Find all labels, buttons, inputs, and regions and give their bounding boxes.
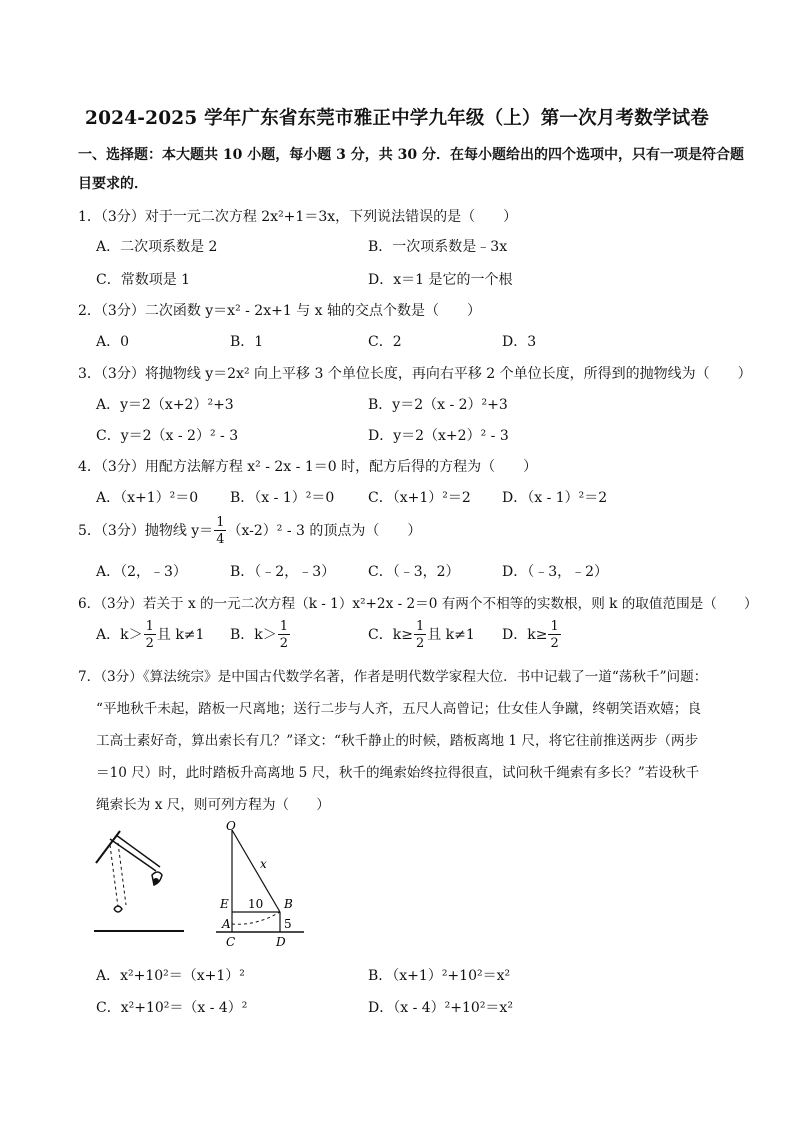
- question-5-stem-pre: 5．（3分）抛物线 y＝: [78, 523, 214, 539]
- question-1-stem: 1．（3分）对于一元二次方程 2x²+1＝3x，下列说法错误的是（ ）: [78, 209, 518, 225]
- fraction-numerator: 1: [216, 515, 225, 530]
- label-5: 5: [284, 917, 292, 931]
- geometry-figure: [210, 818, 320, 948]
- question-7-line2: “平地秋千未起，踏板一尺离地；送行二步与人齐，五尺人高曾记；仕女佳人争蹴，终朝笑语欢嬉；良: [96, 701, 702, 717]
- option-c-suffix: 且 k≠1: [427, 627, 475, 643]
- section-heading-line2: 目要求的．: [78, 176, 148, 192]
- question-4-option-b[interactable]: B．（x - 1）²＝0: [230, 490, 335, 506]
- fraction-denominator: 2: [279, 636, 289, 651]
- question-2-option-b[interactable]: B．1: [230, 334, 264, 350]
- question-7-line5: 绳索长为 x 尺，则可列方程为（ ）: [96, 797, 330, 813]
- label-D: D: [276, 935, 286, 948]
- label-A: A: [222, 917, 231, 931]
- label-E: E: [220, 897, 229, 911]
- option-b-prefix: B．k＞: [230, 627, 277, 643]
- question-4-stem: 4．（3分）用配方法解方程 x² - 2x - 1＝0 时，配方后得的方程为（ ）: [78, 459, 538, 475]
- option-b-fraction: [278, 620, 290, 650]
- question-5-stem-post: （x-2）² - 3 的顶点为（ ）: [227, 523, 422, 539]
- label-10: 10: [248, 897, 264, 911]
- option-c-fraction: [414, 620, 426, 650]
- question-2-option-d[interactable]: D．3: [502, 334, 537, 350]
- fraction-numerator: 1: [145, 619, 154, 634]
- question-7-option-a[interactable]: A．x²+10²＝（x+1）²: [96, 968, 245, 984]
- question-4-option-a[interactable]: A．（x+1）²＝0: [96, 490, 199, 506]
- label-x: x: [260, 857, 267, 871]
- swing-rope-rest: [110, 845, 118, 907]
- question-2-stem: 2．（3分）二次函数 y＝x² - 2x+1 与 x 轴的交点个数是（ ）: [78, 303, 481, 319]
- question-7-line3: 工高士素好奇，算出索长有几？”译文：“秋千静止的时候，踏板离地 1 尺，将它往前推送两步（两步: [96, 733, 699, 749]
- question-7-option-b[interactable]: B．（x+1）²+10²＝x²: [368, 968, 511, 984]
- question-5-option-b[interactable]: B．（﹣2，﹣3）: [230, 564, 336, 580]
- question-5-option-d[interactable]: D．（﹣3，﹣2）: [502, 564, 609, 580]
- question-6-option-a[interactable]: [96, 620, 204, 650]
- option-a-suffix: 且 k≠1: [156, 627, 205, 643]
- fraction-numerator: 1: [279, 619, 289, 634]
- fraction-numerator: 1: [415, 619, 425, 634]
- swing-illustration: [90, 825, 190, 937]
- label-C: C: [226, 935, 236, 948]
- option-d-prefix: D．k≥: [502, 627, 548, 643]
- question-6-option-b[interactable]: [230, 620, 291, 650]
- question-7-line1: 7．（3分）《算法统宗》是中国古代数学名著，作者是明代数学家程大位．书中记载了一道“荡秋千”问题：: [78, 669, 708, 685]
- question-7-option-d[interactable]: D．（x - 4）²+10²＝x²: [368, 1000, 513, 1016]
- swing-rope-rest-2: [118, 843, 126, 905]
- question-4-option-d[interactable]: D．（x - 1）²＝2: [502, 490, 608, 506]
- page-title: 2024-2025 学年广东省东莞市雅正中学九年级（上）第一次月考数学试卷: [85, 108, 709, 129]
- question-4-option-c[interactable]: C．（x+1）²＝2: [368, 490, 471, 506]
- question-2-option-a[interactable]: A．0: [96, 334, 130, 350]
- person-head: [153, 878, 159, 884]
- question-1-option-a[interactable]: A．二次项系数是 2: [96, 239, 218, 255]
- question-3-stem: 3．（3分）将抛物线 y＝2x² 向上平移 3 个单位长度，再向右平移 2 个单位长度，所得到的抛物线为（ ）: [78, 366, 752, 382]
- label-O: O: [226, 819, 236, 833]
- question-3-option-c[interactable]: C．y＝2（x - 2）² - 3: [96, 428, 239, 444]
- question-5-option-a[interactable]: A．（2，﹣3）: [96, 564, 187, 580]
- question-7-line4: ＝10 尺）时，此时踏板升高离地 5 尺，秋千的绳索始终拉得很直，试问秋千绳索有多长？”若设秋千: [96, 765, 700, 781]
- option-d-fraction: [548, 620, 560, 650]
- fraction-denominator: 2: [415, 636, 425, 651]
- question-1-option-b[interactable]: B．一次项系数是﹣3x: [368, 239, 508, 255]
- swing-rope-front: [110, 839, 156, 871]
- question-1-option-c[interactable]: C．常数项是 1: [96, 272, 191, 288]
- fraction-denominator: 2: [145, 636, 154, 651]
- label-B: B: [284, 897, 293, 911]
- arc-AB: [232, 912, 280, 924]
- question-1-option-d[interactable]: D．x＝1 是它的一个根: [368, 272, 513, 288]
- question-6-stem: 6．（3分）若关于 x 的一元二次方程（k - 1）x²+2x - 2＝0 有两个不相等的实数根，则 k 的取值范围是（ ）: [78, 596, 758, 612]
- question-3-option-d[interactable]: D．y＝2（x+2）² - 3: [368, 428, 509, 444]
- fraction-numerator: 1: [550, 619, 559, 634]
- fraction-denominator: 2: [550, 636, 559, 651]
- question-6-option-d[interactable]: [502, 620, 562, 650]
- fraction-denominator: 4: [216, 532, 225, 547]
- question-2-option-c[interactable]: C．2: [368, 334, 402, 350]
- question-5-fraction: [214, 516, 226, 546]
- question-5-stem: [78, 516, 421, 546]
- option-a-prefix: A．k＞: [96, 627, 143, 643]
- question-5-option-c[interactable]: C．（﹣3，2）: [368, 564, 460, 580]
- question-7-option-c[interactable]: C．x²+10²＝（x - 4）²: [96, 1000, 248, 1016]
- swing-rope-back: [116, 835, 160, 867]
- option-a-fraction: [144, 620, 156, 650]
- question-3-option-a[interactable]: A．y＝2（x+2）²+3: [96, 397, 234, 413]
- section-heading-line1: 一、选择题：本大题共 10 小题，每小题 3 分，共 30 分．在每小题给出的四个选项中，只有一项是符合题: [78, 147, 744, 163]
- question-3-option-b[interactable]: B．y＝2（x - 2）²+3: [368, 397, 508, 413]
- option-c-prefix: C．k≥: [368, 627, 413, 643]
- question-6-option-c[interactable]: [368, 620, 475, 650]
